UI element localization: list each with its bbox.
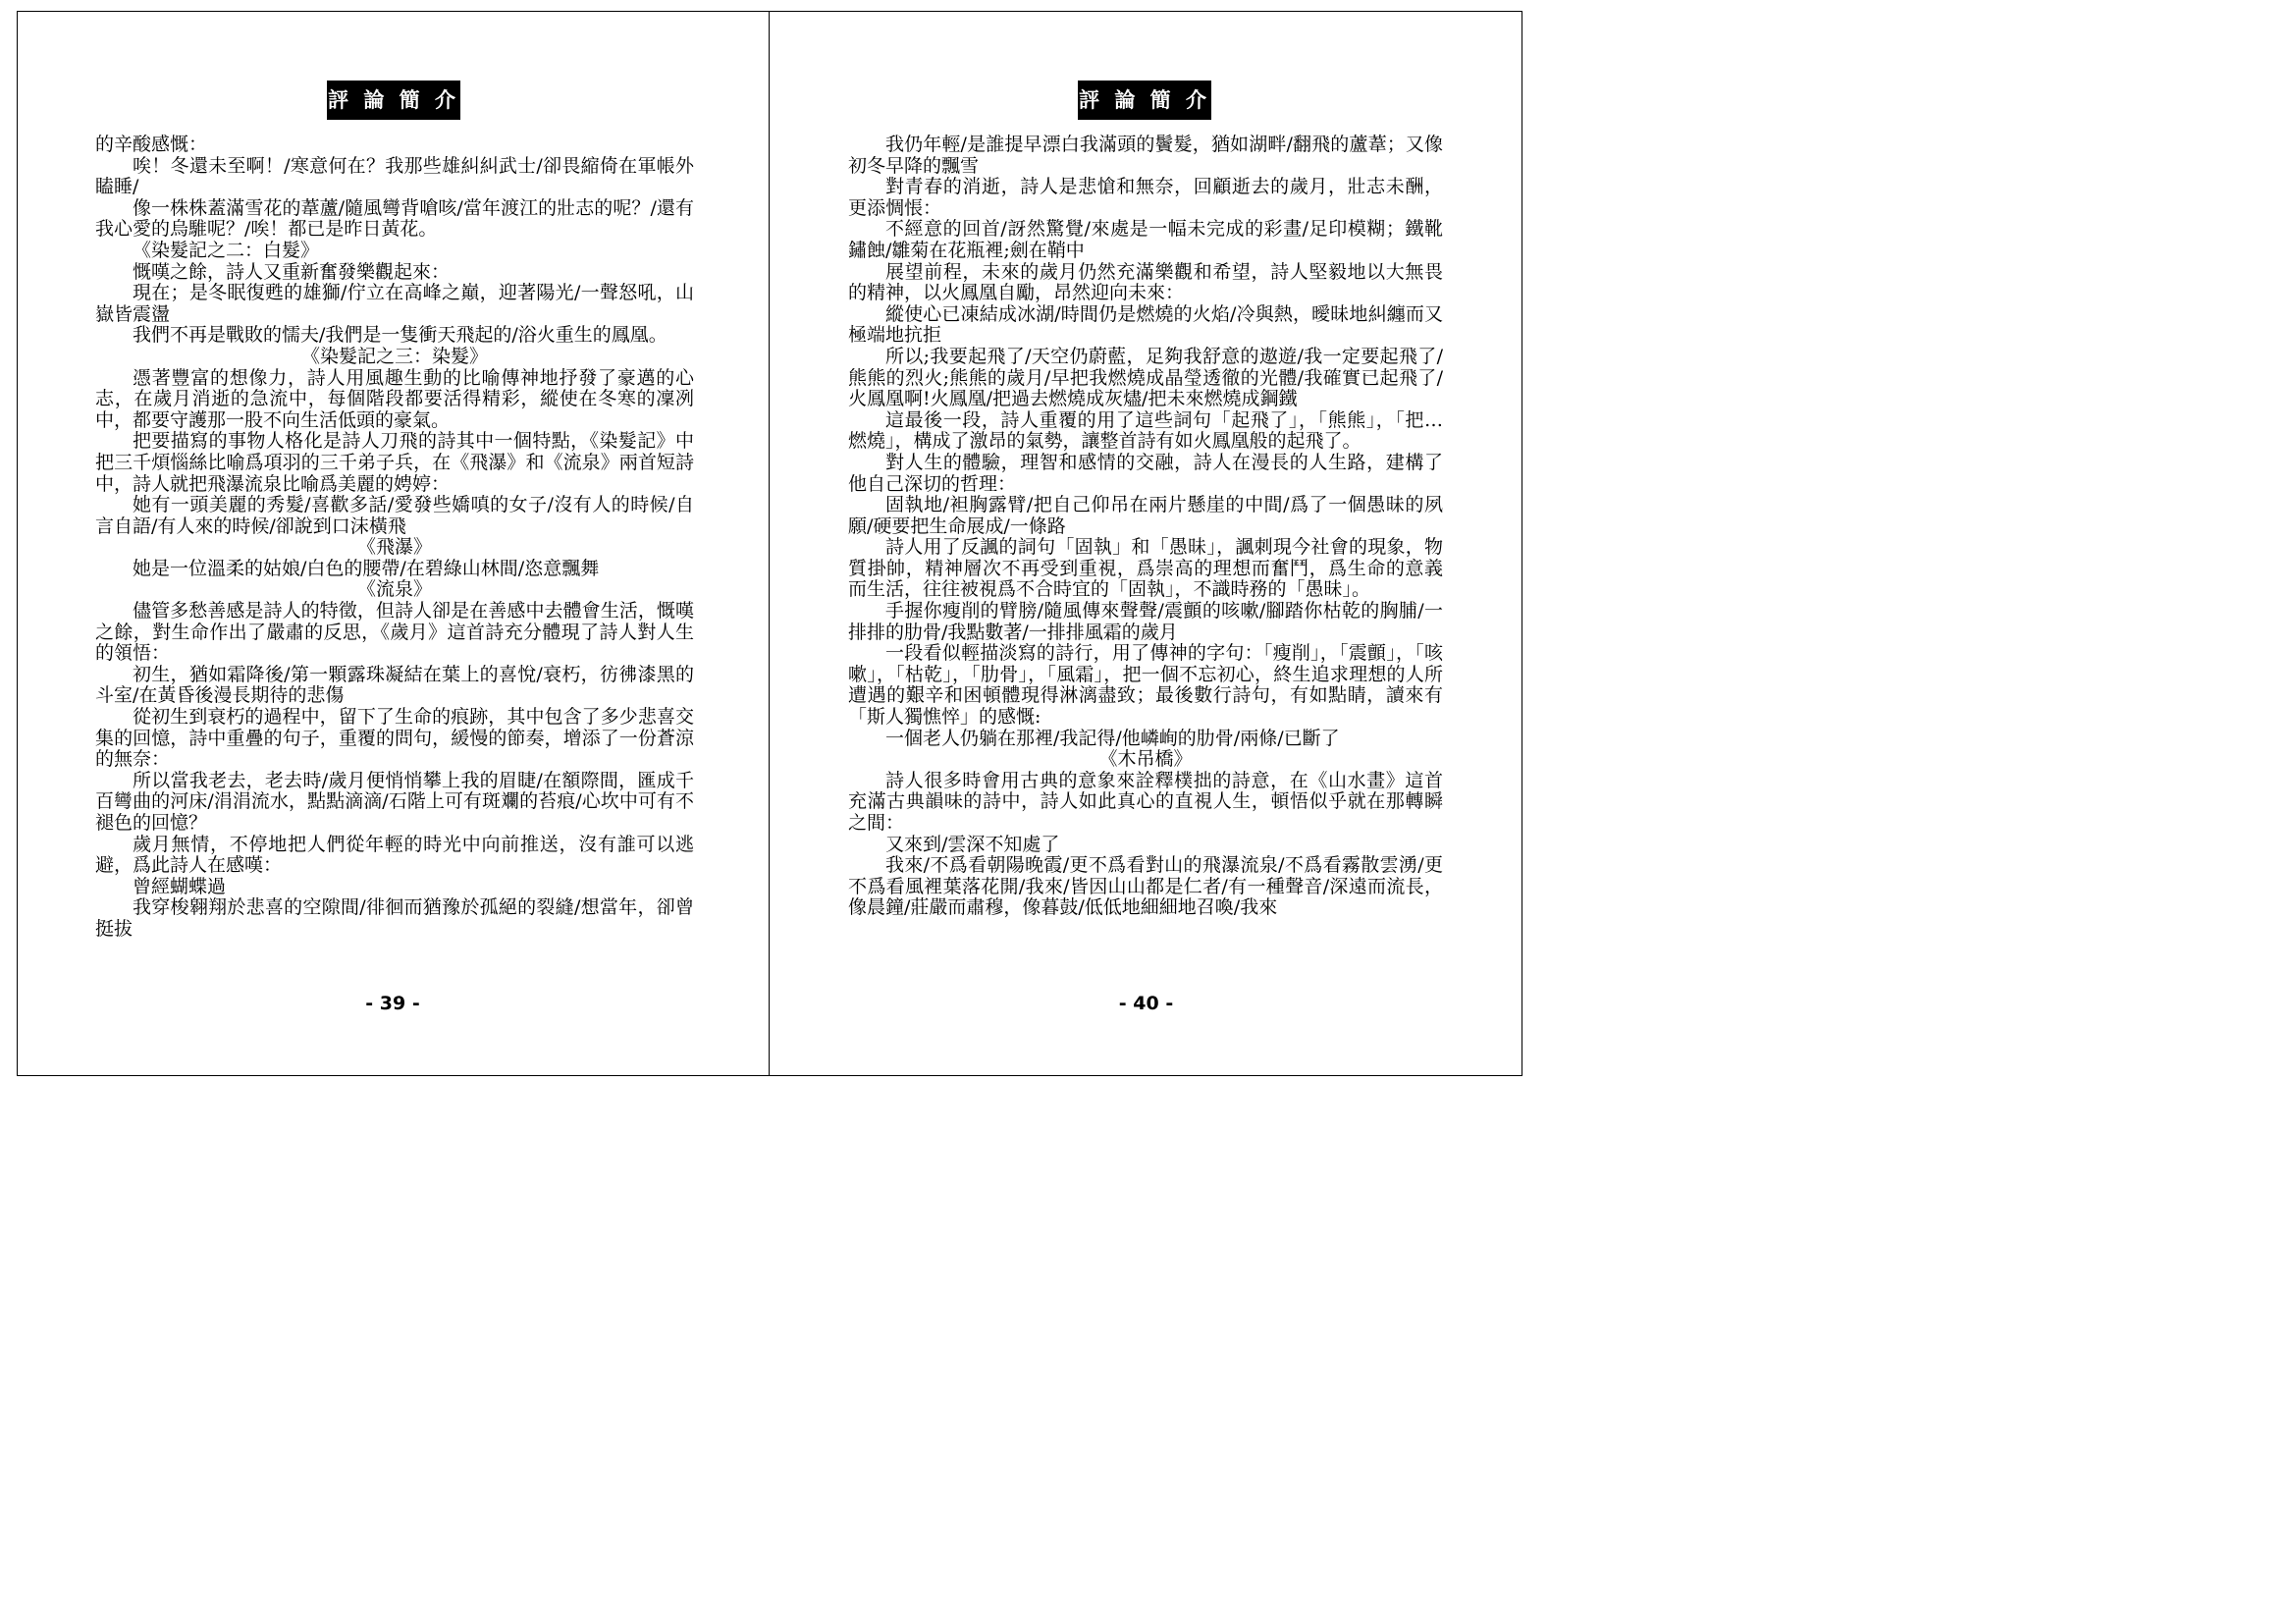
paragraph: 慨嘆之餘，詩人又重新奮發樂觀起來：	[133, 260, 451, 283]
paragraph: 展望前程，未來的歲月仍然充滿樂觀和希望，詩人堅毅地以大無畏的精神，以火鳳凰自勵，昂然迎向未來：	[848, 260, 1443, 304]
page-header: 評 論 簡 介	[327, 81, 460, 120]
paragraph: 把要描寫的事物人格化是詩人刀飛的詩其中一個特點，《染髮記》中把三千煩惱絲比喻爲項羽的三千弟子兵，在《飛瀑》和《流泉》兩首短詩中，詩人就把飛瀑流泉比喻爲美麗的娉婷：	[95, 430, 694, 495]
paragraph: 我來/不爲看朝陽晚霞/更不爲看對山的飛瀑流泉/不爲看霧散雲湧/更不爲看風裡葉落花開/我來/皆因山山都是仁者/有一種聲音/深遠而流長，像晨鐘/莊嚴而肅穆，像暮鼓/低低地細細地召喚/我來	[848, 854, 1443, 919]
paragraph: 我們不再是戰敗的懦夫/我們是一隻衝天飛起的/浴火重生的鳳凰。	[133, 324, 667, 347]
page-39	[17, 11, 769, 1076]
paragraph: 《木吊橋》	[1098, 748, 1193, 771]
paragraph: 所以當我老去，老去時/歲月便悄悄攀上我的眉睫/在額際間，匯成千百彎曲的河床/涓涓流水，點點滴滴/石階上可有斑斕的苔痕/心坎中可有不褪色的回憶？	[95, 769, 694, 834]
paragraph: 一個老人仍躺在那裡/我記得/他嶙峋的肋骨/兩條/已斷了	[885, 727, 1340, 749]
paragraph: 《流泉》	[356, 578, 432, 601]
page-number: - 40 -	[1118, 993, 1174, 1014]
page-40	[770, 11, 1522, 1076]
paragraph: 《飛瀑》	[356, 536, 432, 559]
paragraph: 我穿梭翱翔於悲喜的空隙間/徘徊而猶豫於孤絕的裂縫/想當年，卻曾挺拔	[95, 896, 694, 940]
paragraph: 縱使心已凍結成冰湖/時間仍是燃燒的火焰/冷與熱，曖昧地糾纏而又極端地抗拒	[848, 302, 1443, 347]
paragraph: 詩人很多時會用古典的意象來詮釋樸拙的詩意，在《山水畫》這首充滿古典韻味的詩中，詩人如此真心的直視人生，頓悟似乎就在那轉瞬之間：	[848, 769, 1443, 834]
paragraph: 唉！冬還未至啊！/寒意何在？我那些雄糾糾武士/卻畏縮倚在軍帳外瞌睡/	[95, 154, 694, 198]
paragraph: 《染髮記之二：白髮》	[133, 239, 320, 261]
paragraph: 這最後一段，詩人重覆的用了這些詞句「起飛了」，「熊熊」，「把…燃燒」，構成了激昂的氣勢，讓整首詩有如火鳳凰般的起飛了。	[848, 408, 1443, 453]
paragraph: 的辛酸感慨：	[95, 134, 208, 155]
paragraph: 對青春的消逝，詩人是悲愴和無奈，回顧逝去的歲月，壯志未酬，更添惆悵：	[848, 176, 1443, 219]
paragraph: 詩人用了反諷的詞句「固執」和「愚昧」，諷刺現今社會的現象，物質掛帥，精神層次不再受到重視，爲崇高的理想而奮鬥，爲生命的意義而生活，往往被視爲不合時宜的「固執」，不識時務的「愚昧」。	[848, 536, 1443, 601]
paragraph: 我仍年輕/是誰提早漂白我滿頭的鬢髮，猶如湖畔/翻飛的蘆葦；又像初冬早降的飄雪	[848, 134, 1443, 177]
paragraph: 手握你瘦削的臂膀/隨風傳來聲聲/震顫的咳嗽/腳踏你枯乾的胸脯/一排排的肋骨/我點數著/一排排風霜的歲月	[848, 600, 1443, 643]
paragraph: 憑著豐富的想像力，詩人用風趣生動的比喻傳神地抒發了豪邁的心志，在歲月消逝的急流中，每個階段都要活得精彩，縱使在冬寒的凜冽中，都要守護那一股不向生活低頭的豪氣。	[95, 366, 694, 431]
paragraph: 像一株株蓋滿雪花的葦蘆/隨風彎背嗆咳/當年渡江的壯志的呢？/還有我心愛的烏騅呢？/唉！都已是昨日黃花。	[95, 196, 694, 241]
paragraph: 歲月無情，不停地把人們從年輕的時光中向前推送，沒有誰可以逃避，爲此詩人在感嘆：	[95, 833, 694, 877]
paragraph: 對人生的體驗，理智和感情的交融，詩人在漫長的人生路，建構了他自己深切的哲理：	[848, 451, 1443, 495]
paragraph: 一段看似輕描淡寫的詩行，用了傳神的字句：「瘦削」，「震顫」，「咳嗽」，「枯乾」，「肋骨」，「風霜」，把一個不忘初心，終生追求理想的人所遭遇的艱辛和困頓體現得淋漓盡致；最後數行詩句，有如點睛，讀來有「斯人獨憔悴」的感慨:	[848, 642, 1443, 729]
paragraph: 從初生到衰朽的過程中，留下了生命的痕跡，其中包含了多少悲喜交集的回憶，詩中重疊的句子，重覆的問句，緩慢的節奏，增添了一份蒼涼的無奈：	[95, 706, 694, 771]
paragraph: 她有一頭美麗的秀髮/喜歡多話/愛發些嬌嗔的女子/沒有人的時候/自言自語/有人來的時候/卻說到口沫橫飛	[95, 494, 694, 537]
paragraph: 《染髮記之三：染髮》	[300, 345, 488, 367]
page-body-text	[848, 135, 1443, 919]
paragraph: 她是一位溫柔的姑娘/白色的腰帶/在碧綠山林間/恣意飄舞	[133, 557, 600, 579]
paragraph: 固執地/袒胸露臂/把自己仰吊在兩片懸崖的中間/爲了一個愚昧的夙願/硬要把生命展成/一條路	[848, 494, 1443, 537]
paragraph: 現在；是冬眠復甦的雄獅/佇立在高峰之巔，迎著陽光/一聲怒吼，山嶽皆震盪	[95, 282, 694, 325]
paragraph: 初生，猶如霜降後/第一顆露珠凝結在葉上的喜悅/衰朽，彷彿漆黑的斗室/在黃昏後漫長期待的悲傷	[95, 663, 694, 707]
paragraph: 不經意的回首/訝然驚覺/來處是一幅未完成的彩畫/足印模糊；鐵靴鏽蝕/雛菊在花瓶裡;劍在鞘中	[848, 218, 1443, 261]
page-number: - 39 -	[365, 993, 420, 1014]
paragraph: 曾經蝴蝶過	[133, 875, 227, 897]
page-header: 評 論 簡 介	[1078, 81, 1211, 120]
paragraph: 又來到/雲深不知處了	[885, 833, 1060, 855]
paragraph: 所以;我要起飛了/天空仍蔚藍，足夠我舒意的遨遊/我一定要起飛了/熊熊的烈火;熊熊的歲月/早把我燃燒成晶瑩透徹的光體/我確實已起飛了/火鳳凰啊!火鳳凰/把過去燃燒成灰燼/把未來燃燒成鋼鐵	[848, 345, 1443, 410]
page-body-text	[95, 135, 694, 941]
paragraph: 儘管多愁善感是詩人的特徵，但詩人卻是在善感中去體會生活，慨嘆之餘，對生命作出了嚴肅的反思，《歲月》這首詩充分體現了詩人對人生的領悟：	[95, 600, 694, 665]
